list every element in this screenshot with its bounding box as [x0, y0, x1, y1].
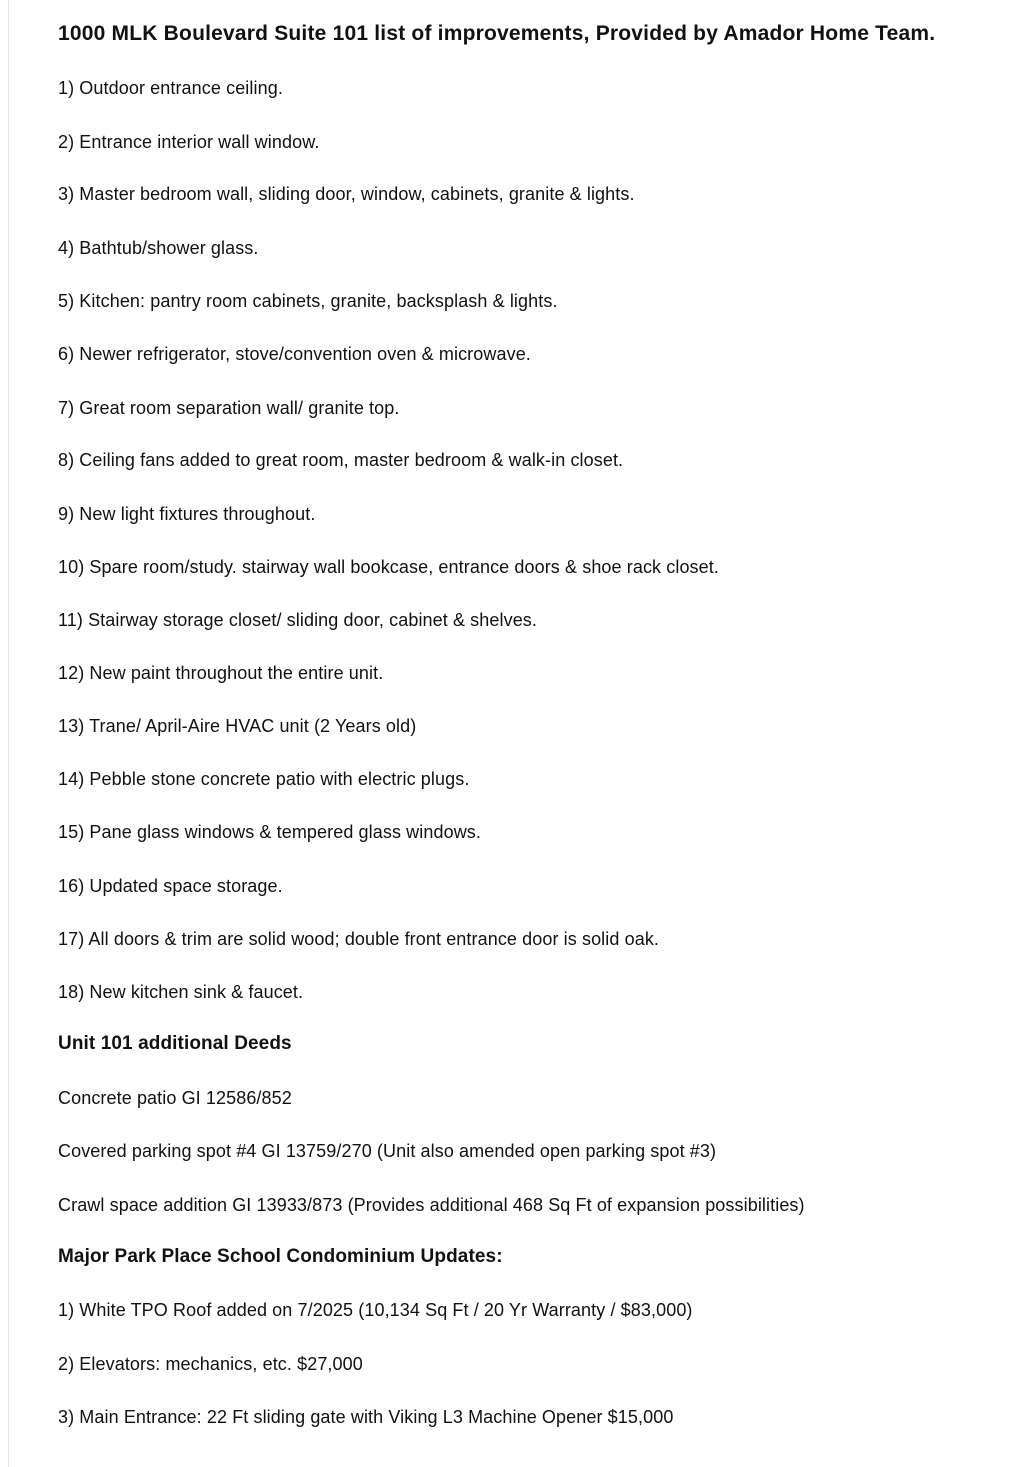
- improvement-item-9: 9) New light fixtures throughout.: [58, 504, 316, 524]
- improvement-item-16: 16) Updated space storage.: [58, 876, 283, 896]
- improvement-item-14: 14) Pebble stone concrete patio with electric plugs.: [58, 769, 470, 789]
- improvement-item-13: 13) Trane/ April-Aire HVAC unit (2 Years old): [58, 716, 417, 736]
- condo-update-item-1: 1) White TPO Roof added on 7/2025 (10,134 Sq Ft / 20 Yr Warranty / $83,000): [58, 1300, 693, 1320]
- improvement-item-12: 12) New paint throughout the entire unit.: [58, 663, 384, 683]
- document-title: 1000 MLK Boulevard Suite 101 list of improvements, Provided by Amador Home Team.: [58, 22, 936, 45]
- improvement-item-2: 2) Entrance interior wall window.: [58, 132, 320, 152]
- improvement-item-18: 18) New kitchen sink & faucet.: [58, 982, 304, 1002]
- improvement-item-3: 3) Master bedroom wall, sliding door, window, cabinets, granite & lights.: [58, 184, 635, 204]
- deed-item-3: Crawl space addition GI 13933/873 (Provides additional 468 Sq Ft of expansion possibilities): [58, 1195, 805, 1215]
- improvement-item-6: 6) Newer refrigerator, stove/convention oven & microwave.: [58, 344, 531, 364]
- condo-update-item-2: 2) Elevators: mechanics, etc. $27,000: [58, 1354, 363, 1374]
- deeds-heading: Unit 101 additional Deeds: [58, 1033, 292, 1054]
- page-left-border: [8, 0, 9, 1467]
- improvement-item-11: 11) Stairway storage closet/ sliding door, cabinet & shelves.: [58, 610, 538, 630]
- improvement-item-8: 8) Ceiling fans added to great room, master bedroom & walk-in closet.: [58, 450, 624, 470]
- improvement-item-7: 7) Great room separation wall/ granite top.: [58, 398, 400, 418]
- improvement-item-10: 10) Spare room/study. stairway wall bookcase, entrance doors & shoe rack closet.: [58, 557, 719, 577]
- deed-item-2: Covered parking spot #4 GI 13759/270 (Unit also amended open parking spot #3): [58, 1141, 717, 1161]
- improvement-item-4: 4) Bathtub/shower glass.: [58, 238, 259, 258]
- condo-update-item-3: 3) Main Entrance: 22 Ft sliding gate with Viking L3 Machine Opener $15,000: [58, 1407, 674, 1427]
- improvement-item-5: 5) Kitchen: pantry room cabinets, granite, backsplash & lights.: [58, 291, 558, 311]
- improvement-item-15: 15) Pane glass windows & tempered glass windows.: [58, 822, 482, 842]
- deed-item-1: Concrete patio GI 12586/852: [58, 1088, 292, 1108]
- improvement-item-1: 1) Outdoor entrance ceiling.: [58, 78, 283, 98]
- condo-updates-heading: Major Park Place School Condominium Updates:: [58, 1246, 503, 1267]
- improvement-item-17: 17) All doors & trim are solid wood; double front entrance door is solid oak.: [58, 929, 660, 949]
